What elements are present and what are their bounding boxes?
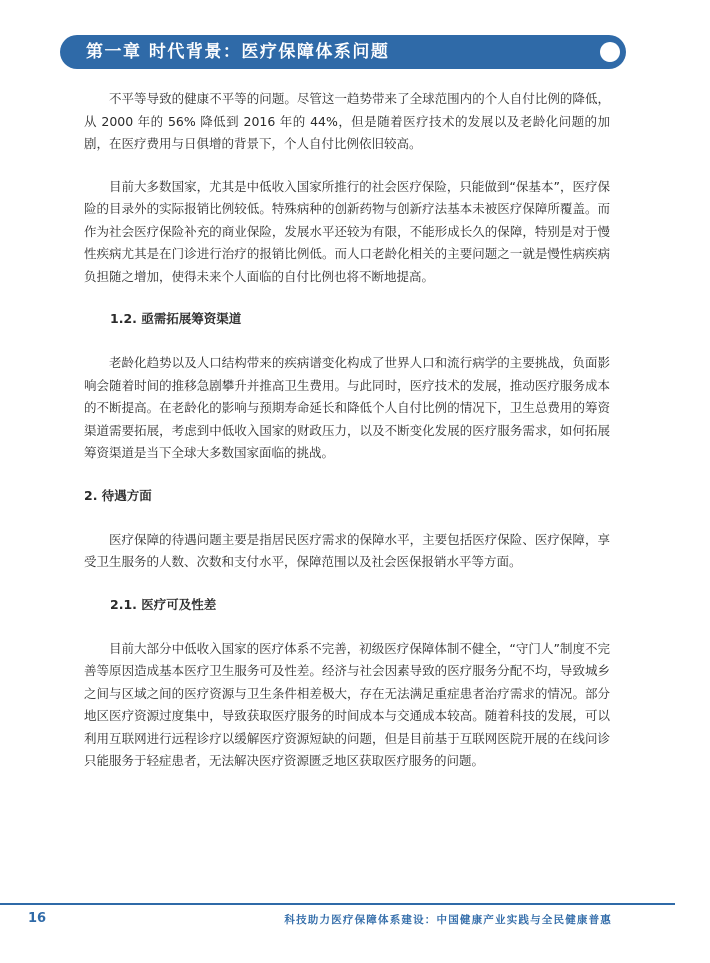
paragraph: 老龄化趋势以及人口结构带来的疾病谱变化构成了世界人口和流行病学的主要挑战，负面影响会随着时间的推移急剧攀升并推高卫生费用。与此同时，医疗技术的发展，推动医疗服务成本的不断提高。在老龄化的影响与预期寿命延长和降低个人自付比例的情况下，卫生总费用的筹资渠道需要拓展，考虑到中低收入国家的财政压力，以及不断变化发展的医疗服务需求，如何拓展筹资渠道是当下全球大多数国家面临的挑战。 bbox=[84, 355, 610, 460]
footer-divider bbox=[0, 903, 675, 905]
paragraph: 目前大部分中低收入国家的医疗体系不完善，初级医疗保障体制不健全，“守门人”制度不完善等原因造成基本医疗卫生服务可及性差。经济与社会因素导致的医疗服务分配不均，导致城乡之间与区域之间的医疗资源与卫生条件相差极大，存在无法满足重症患者治疗需求的情况。部分地区医疗资源过度集中，导致获取医疗服务的时间成本与交通成本较高。随着科技的发展，可以利用互联网进行远程诊疗以缓解医疗资源短缺的问题，但是目前基于互联网医院开展的在线问诊只能服务于轻症患者，无法解决医疗资源匮乏地区获取医疗服务的问题。 bbox=[84, 640, 610, 768]
section-heading: 2.1. 医疗可及性差 bbox=[110, 596, 217, 612]
page-number: 16 bbox=[28, 911, 47, 926]
paragraph: 不平等导致的健康不平等的问题。尽管这一趋势带来了全球范围内的个人自付比例的降低，从 2000 年的 56% 降低到 2016 年的 44%，但是随着医疗技术的发展以及老龄化问题的加剧，在医疗费用与日俱增的背景下，个人自付比例依旧较高。 bbox=[84, 91, 610, 151]
banner-circle-decoration bbox=[600, 42, 620, 62]
section-heading: 1.2. 亟需拓展筹资渠道 bbox=[110, 311, 242, 326]
chapter-title: 第一章 时代背景：医疗保障体系问题 bbox=[86, 42, 390, 62]
footer-book-title: 科技助力医疗保障体系建设：中国健康产业实践与全民健康普惠 bbox=[284, 914, 612, 926]
paragraph: 医疗保障的待遇问题主要是指居民医疗需求的保障水平，主要包括医疗保险、医疗保障，享受卫生服务的人数、次数和支付水平，保障范围以及社会医保报销水平等方面。 bbox=[84, 531, 610, 569]
paragraph: 目前大多数国家，尤其是中低收入国家所推行的社会医疗保险，只能做到“保基本”，医疗保险的目录外的实际报销比例较低。特殊病种的创新药物与创新疗法基本未被医疗保障所覆盖。而作为社会医疗保险补充的商业保险，发展水平还较为有限，不能形成长久的保障，特别是对于慢性疾病尤其是在门诊进行治疗的报销比例低。而人口老龄化相关的主要问题之一就是慢性病疾病负担随之增加，使得未来个人面临的自付比例也将不断地提高。 bbox=[84, 178, 610, 284]
page-body bbox=[84, 88, 610, 793]
chapter-banner bbox=[60, 35, 626, 69]
section-heading: 2. 待遇方面 bbox=[84, 487, 152, 503]
